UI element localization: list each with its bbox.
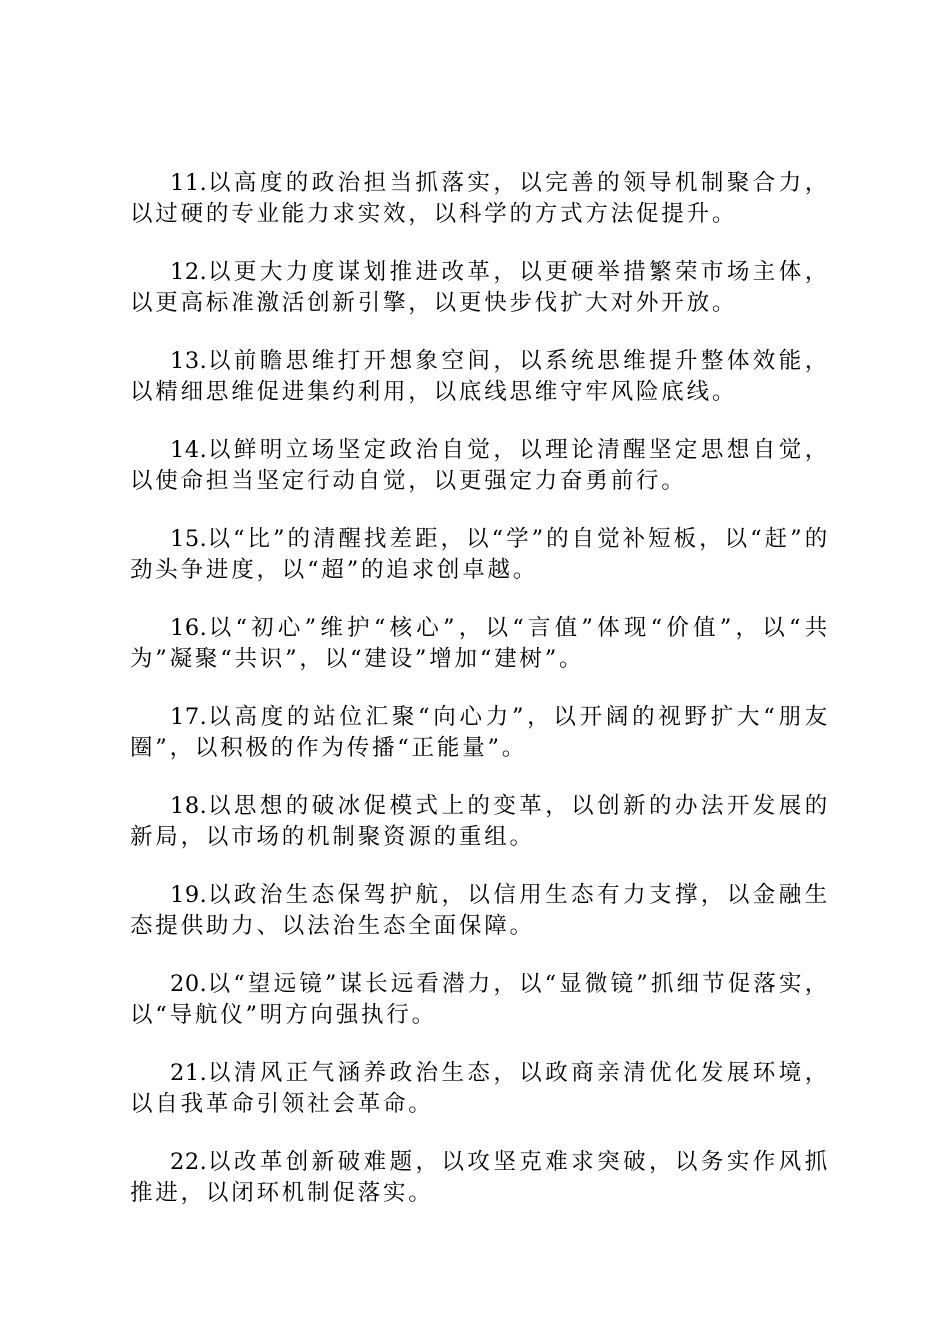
paragraph-text: 以改革创新破难题，以攻坚克难求突破，以务实作风抓推进，以闭环机制促落实。 (130, 1149, 830, 1206)
paragraph-21 (130, 1058, 830, 1120)
document-page (130, 168, 830, 1236)
paragraph-text: 以高度的站位汇聚“向心力”，以开阔的视野扩大“朋友圈”，以积极的作为传播“正能量”。 (130, 704, 830, 761)
paragraph-number: 19. (170, 882, 208, 908)
paragraph-number: 22. (170, 1149, 208, 1175)
paragraph-text: 以思想的破冰促模式上的变革，以创新的办法开发展的新局，以市场的机制聚资源的重组。 (130, 793, 830, 850)
paragraph-11 (130, 168, 830, 230)
paragraph-number: 20. (170, 971, 208, 997)
paragraph-number: 21. (170, 1060, 208, 1086)
paragraph-12 (130, 257, 830, 319)
paragraph-18 (130, 791, 830, 853)
paragraph-13 (130, 346, 830, 408)
paragraph-19 (130, 880, 830, 942)
paragraph-14 (130, 435, 830, 497)
paragraph-text: 以高度的政治担当抓落实，以完善的领导机制聚合力，以过硬的专业能力求实效，以科学的方式方法促提升。 (130, 170, 830, 227)
paragraph-number: 15. (170, 526, 208, 552)
paragraph-text: 以“初心”维护“核心”，以“言值”体现“价值”，以“共为”凝聚“共识”，以“建设”增加“建树”。 (130, 615, 830, 672)
paragraph-number: 14. (170, 437, 208, 463)
paragraph-number: 16. (170, 615, 208, 641)
paragraph-16 (130, 613, 830, 675)
paragraph-text: 以政治生态保驾护航，以信用生态有力支撑，以金融生态提供助力、以法治生态全面保障。 (130, 882, 830, 939)
paragraph-number: 13. (170, 348, 208, 374)
paragraph-text: 以清风正气涵养政治生态，以政商亲清优化发展环境，以自我革命引领社会革命。 (130, 1060, 830, 1117)
paragraph-text: 以鲜明立场坚定政治自觉，以理论清醒坚定思想自觉，以使命担当坚定行动自觉，以更强定力奋勇前行。 (130, 437, 830, 494)
paragraph-text: 以前瞻思维打开想象空间，以系统思维提升整体效能，以精细思维促进集约利用，以底线思维守牢风险底线。 (130, 348, 830, 405)
paragraph-number: 11. (170, 170, 208, 196)
paragraph-22 (130, 1147, 830, 1209)
paragraph-number: 17. (170, 704, 208, 730)
paragraph-text: 以“比”的清醒找差距，以“学”的自觉补短板，以“赶”的劲头争进度，以“超”的追求创卓越。 (130, 526, 830, 583)
paragraph-17 (130, 702, 830, 764)
paragraph-text: 以更大力度谋划推进改革，以更硬举措繁荣市场主体，以更高标准激活创新引擎，以更快步伐扩大对外开放。 (130, 259, 830, 316)
paragraph-15 (130, 524, 830, 586)
paragraph-text: 以“望远镜”谋长远看潜力，以“显微镜”抓细节促落实，以“导航仪”明方向强执行。 (130, 971, 830, 1028)
paragraph-number: 18. (170, 793, 208, 819)
paragraph-number: 12. (170, 259, 208, 285)
paragraph-20 (130, 969, 830, 1031)
